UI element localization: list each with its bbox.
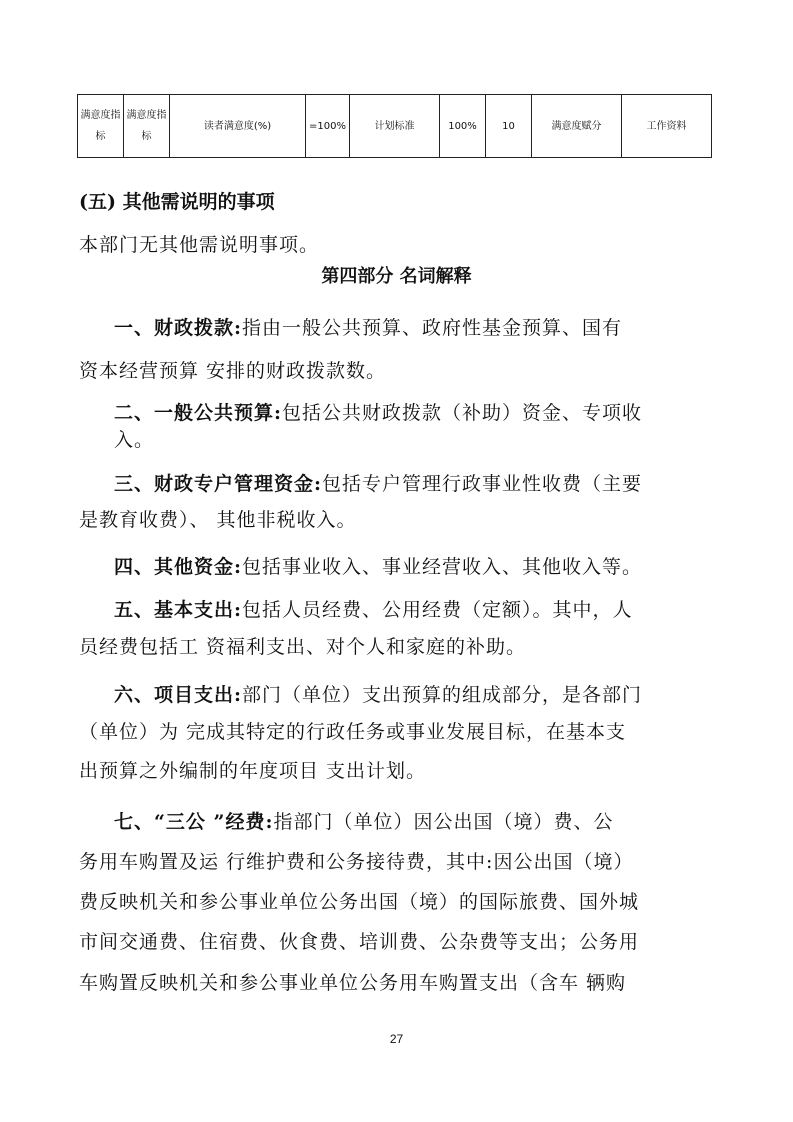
definition-text: 指部门（单位）因公出国（境）费、公 (273, 811, 614, 833)
definition-term: 七、“三公 ”经费: (114, 811, 274, 833)
table-cell: 满意度赋分 (532, 95, 622, 158)
table-row (78, 95, 712, 158)
table-cell: 100% (440, 95, 486, 158)
definition-line (114, 553, 642, 581)
table-cell: 满意度指标 (78, 95, 124, 158)
part-title: 第四部分 名词解释 (321, 266, 472, 287)
definition-line: 员经费包括工 资福利支出、对个人和家庭的补助。 (79, 636, 527, 658)
definition-text: 指由一般公共预算、政府性基金预算、国有 (242, 317, 623, 339)
definition-line (114, 399, 642, 427)
section-body: 本部门无其他需说明事项。 (79, 234, 320, 256)
definition-line: 务用车购置及运 行维护费和公务接待费，其中:因公出国（境） (79, 851, 634, 873)
definition-text: 包括专户管理行政事业性收费（主要 (322, 473, 643, 495)
definition-line (114, 808, 614, 836)
definition-line: 车购置反映机关和参公事业单位公务用车购置支出（含车 辆购 (79, 972, 627, 994)
definition-line: 费反映机关和参公事业单位公务出国（境）的国际旅费、国外城 (79, 891, 640, 913)
definition-text: 包括公共财政拨款（补助）资金、专项收 (282, 402, 643, 424)
definition-text: 包括事业收入、事业经营收入、其他收入等。 (242, 556, 643, 578)
page-number: 27 (389, 1032, 404, 1046)
definition-text: 部门（单位）支出预算的组成部分，是各部门 (242, 684, 643, 706)
definition-line: 是教育收费）、 其他非税收入。 (79, 509, 357, 531)
section-heading: (五) 其他需说明的事项 (79, 191, 275, 213)
table-cell: 计划标准 (350, 95, 440, 158)
definition-text: 包括人员经费、公用经费（定额）。其中，人 (242, 599, 633, 621)
table-cell: 满意度指标 (124, 95, 170, 158)
performance-indicator-table (77, 94, 712, 158)
definition-term: 一、财政拨款: (114, 317, 243, 339)
definition-line (114, 470, 642, 498)
definition-line: 出预算之外编制的年度项目 支出计划。 (79, 760, 427, 782)
definition-line: （单位）为 完成其特定的行政任务或事业发展目标，在基本支 (79, 721, 627, 743)
table-cell: 10 (486, 95, 532, 158)
definition-term: 三、财政专户管理资金: (114, 473, 323, 495)
definition-line: 市间交通费、住宿费、伙食费、培训费、公杂费等支出；公务用 (79, 931, 640, 953)
definition-line: 入。 (114, 429, 155, 451)
definition-line (114, 681, 642, 709)
definition-line (114, 314, 622, 342)
definition-term: 四、其他资金: (114, 556, 243, 578)
definition-line: 资本经营预算 安排的财政拨款数。 (79, 360, 387, 382)
table-cell: 工作资料 (622, 95, 712, 158)
definition-term: 五、基本支出: (114, 599, 243, 621)
definition-term: 二、一般公共预算: (114, 402, 283, 424)
definition-term: 六、项目支出: (114, 684, 243, 706)
definition-line (114, 596, 633, 624)
table-cell: =100% (306, 95, 350, 158)
table-cell: 读者满意度(%) (170, 95, 306, 158)
